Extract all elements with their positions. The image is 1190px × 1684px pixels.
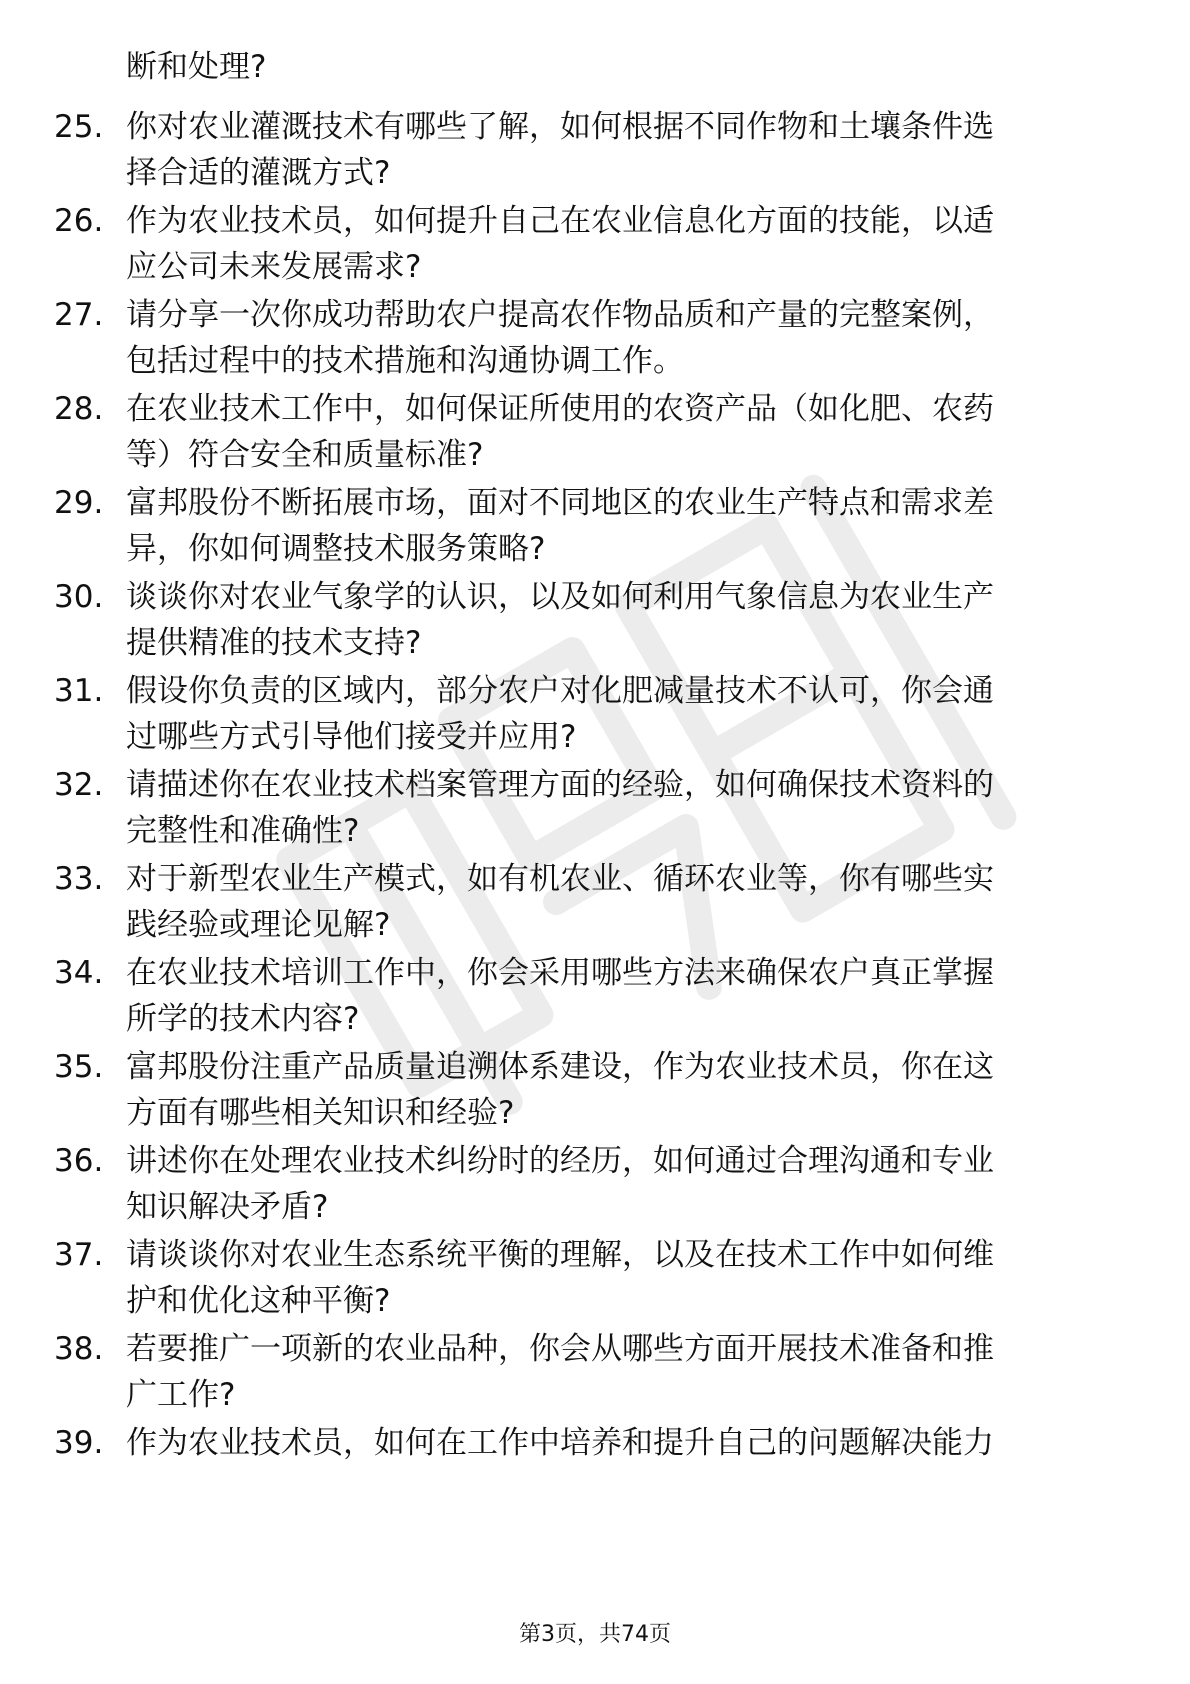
- question-line: 过哪些方式引导他们接受并应用?: [126, 719, 577, 755]
- question-line: 对于新型农业生产模式，如有机农业、循环农业等，你有哪些实: [126, 861, 994, 897]
- question-text: [126, 292, 1116, 384]
- question-text: [126, 574, 1116, 666]
- question-text: [126, 386, 1116, 478]
- question-line: 富邦股份注重产品质量追溯体系建设，作为农业技术员，你在这: [126, 1049, 994, 1085]
- question-number: 34.: [54, 955, 104, 991]
- question-number: 36.: [54, 1143, 104, 1179]
- question-number: 33.: [54, 861, 104, 897]
- question-text: [126, 1138, 1116, 1230]
- question-line: 假设你负责的区域内，部分农户对化肥减量技术不认可，你会通: [126, 673, 994, 709]
- question-line: 包括过程中的技术措施和沟通协调工作。: [126, 343, 684, 379]
- question-text: [126, 104, 1116, 196]
- question-number: 28.: [54, 391, 104, 427]
- question-line: 异，你如何调整技术服务策略?: [126, 531, 546, 567]
- question-line: 在农业技术培训工作中，你会采用哪些方法来确保农户真正掌握: [126, 955, 994, 991]
- question-line: 讲述你在处理农业技术纠纷时的经历，如何通过合理沟通和专业: [126, 1143, 994, 1179]
- question-line: 请描述你在农业技术档案管理方面的经验，如何确保技术资料的: [126, 767, 994, 803]
- question-line: 作为农业技术员，如何提升自己在农业信息化方面的技能，以适: [126, 203, 994, 239]
- question-line: 应公司未来发展需求?: [126, 249, 422, 285]
- question-line: 富邦股份不断拓展市场，面对不同地区的农业生产特点和需求差: [126, 485, 994, 521]
- continuation-text: 断和处理?: [126, 49, 267, 85]
- question-line: 护和优化这种平衡?: [126, 1283, 391, 1319]
- question-text: [126, 1044, 1116, 1136]
- question-line: 提供精准的技术支持?: [126, 625, 422, 661]
- question-number: 27.: [54, 297, 104, 333]
- question-line: 等）符合安全和质量标准?: [126, 437, 484, 473]
- question-text: [126, 1420, 1116, 1466]
- question-line: 谈谈你对农业气象学的认识，以及如何利用气象信息为农业生产: [126, 579, 994, 615]
- question-text: [126, 762, 1116, 854]
- question-number: 38.: [54, 1331, 104, 1367]
- question-line: 请分享一次你成功帮助农户提高农作物品质和产量的完整案例，: [126, 297, 994, 333]
- question-line: 所学的技术内容?: [126, 1001, 360, 1037]
- question-text: [126, 950, 1116, 1042]
- question-line: 作为农业技术员，如何在工作中培养和提升自己的问题解决能力: [126, 1425, 994, 1461]
- question-line: 广工作?: [126, 1377, 236, 1413]
- question-line: 你对农业灌溉技术有哪些了解，如何根据不同作物和土壤条件选: [126, 109, 994, 145]
- question-number: 37.: [54, 1237, 104, 1273]
- question-number: 26.: [54, 203, 104, 239]
- question-text: [126, 480, 1116, 572]
- question-number: 31.: [54, 673, 104, 709]
- question-line: 知识解决矛盾?: [126, 1189, 329, 1225]
- question-line: 请谈谈你对农业生态系统平衡的理解，以及在技术工作中如何维: [126, 1237, 994, 1273]
- question-number: 30.: [54, 579, 104, 615]
- question-line: 择合适的灌溉方式?: [126, 155, 391, 191]
- question-text: [126, 668, 1116, 760]
- question-text: [126, 856, 1116, 948]
- question-number: 32.: [54, 767, 104, 803]
- question-number: 29.: [54, 485, 104, 521]
- question-line: 方面有哪些相关知识和经验?: [126, 1095, 515, 1131]
- question-number: 35.: [54, 1049, 104, 1085]
- question-line: 践经验或理论见解?: [126, 907, 391, 943]
- question-number: 39.: [54, 1425, 104, 1461]
- question-text: [126, 1232, 1116, 1324]
- question-line: 完整性和准确性?: [126, 813, 360, 849]
- page-footer: 第3页，共74页: [519, 1622, 671, 1647]
- question-line: 在农业技术工作中，如何保证所使用的农资产品（如化肥、农药: [126, 391, 994, 427]
- question-line: 若要推广一项新的农业品种，你会从哪些方面开展技术准备和推: [126, 1331, 994, 1367]
- question-text: [126, 198, 1116, 290]
- question-number: 25.: [54, 109, 104, 145]
- question-text: [126, 1326, 1116, 1418]
